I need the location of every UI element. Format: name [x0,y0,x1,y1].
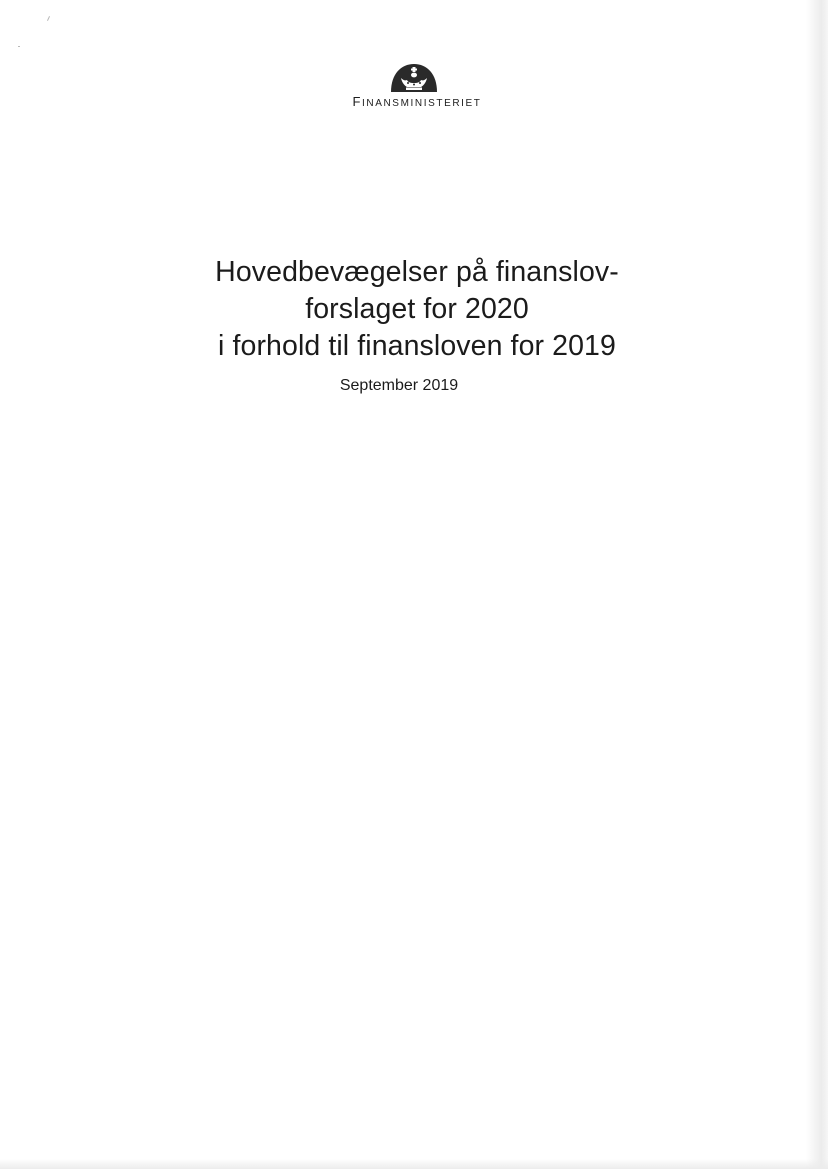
document-date: September 2019 [339,377,459,394]
scan-edge-shading [806,0,828,1169]
title-line-3: i forhold til finansloven for 2019 [218,330,616,362]
ministry-logo [0,60,828,109]
ministry-name: FINANSMINISTERIET [352,94,482,109]
scan-speck [18,46,20,47]
title-line-2: forslaget for 2020 [305,293,529,325]
title-line-1: Hovedbevægelser på finanslov- [215,256,619,288]
scan-bottom-shading [0,1159,828,1169]
document-title-block [0,254,828,396]
crown-emblem-icon [387,60,441,94]
scan-speck [47,16,50,21]
